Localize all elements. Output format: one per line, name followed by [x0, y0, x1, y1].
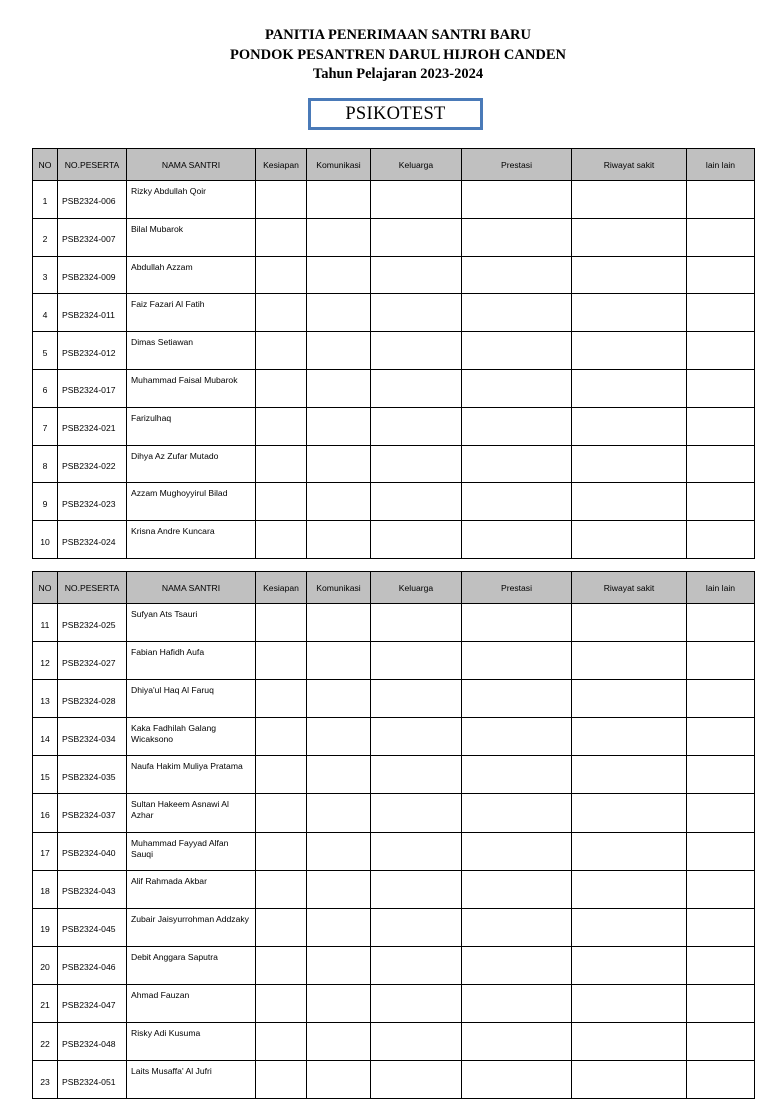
score-cell[interactable] — [256, 521, 307, 559]
column-header: Riwayat sakit — [572, 149, 687, 181]
participant-number: PSB2324-035 — [58, 756, 127, 794]
table-row — [33, 256, 755, 294]
score-cell[interactable] — [687, 1061, 755, 1099]
score-cell[interactable] — [572, 1023, 687, 1061]
student-name: Farizulhaq — [127, 407, 256, 445]
score-cell[interactable] — [462, 642, 572, 680]
score-cell[interactable] — [687, 407, 755, 445]
row-number: 18 — [33, 870, 58, 908]
student-name: Sultan Hakeem Asnawi Al Azhar — [127, 794, 256, 832]
score-cell[interactable] — [371, 445, 462, 483]
column-header: Komunikasi — [307, 572, 371, 604]
row-number: 14 — [33, 718, 58, 756]
score-cell[interactable] — [687, 756, 755, 794]
score-cell[interactable] — [256, 294, 307, 332]
score-cell[interactable] — [307, 946, 371, 984]
column-header: NO.PESERTA — [58, 572, 127, 604]
participant-number: PSB2324-021 — [58, 407, 127, 445]
score-cell[interactable] — [462, 604, 572, 642]
score-cell[interactable] — [307, 181, 371, 219]
score-cell[interactable] — [572, 946, 687, 984]
row-number: 11 — [33, 604, 58, 642]
score-cell[interactable] — [462, 680, 572, 718]
score-cell[interactable] — [462, 756, 572, 794]
score-cell[interactable] — [256, 870, 307, 908]
row-number: 8 — [33, 445, 58, 483]
student-name: Rizky Abdullah Qoir — [127, 181, 256, 219]
score-cell[interactable] — [307, 984, 371, 1022]
student-name: Dhiya'ul Haq Al Faruq — [127, 680, 256, 718]
score-cell[interactable] — [572, 756, 687, 794]
score-cell[interactable] — [462, 946, 572, 984]
score-cell[interactable] — [462, 1061, 572, 1099]
score-cell[interactable] — [256, 181, 307, 219]
score-cell[interactable] — [462, 483, 572, 521]
score-cell[interactable] — [371, 181, 462, 219]
score-cell[interactable] — [462, 832, 572, 870]
column-header: NAMA SANTRI — [127, 572, 256, 604]
student-name: Fabian Hafidh Aufa — [127, 642, 256, 680]
score-cell[interactable] — [256, 369, 307, 407]
score-cell[interactable] — [371, 870, 462, 908]
score-cell[interactable] — [371, 756, 462, 794]
score-cell[interactable] — [462, 369, 572, 407]
student-name: Alif Rahmada Akbar — [127, 870, 256, 908]
score-cell[interactable] — [687, 794, 755, 832]
row-number: 13 — [33, 680, 58, 718]
score-cell[interactable] — [572, 407, 687, 445]
score-cell[interactable] — [687, 181, 755, 219]
score-cell[interactable] — [572, 483, 687, 521]
score-cell[interactable] — [371, 332, 462, 370]
score-cell[interactable] — [307, 407, 371, 445]
score-cell[interactable] — [462, 181, 572, 219]
score-cell[interactable] — [462, 870, 572, 908]
score-cell[interactable] — [572, 718, 687, 756]
table-row — [33, 680, 755, 718]
table-row — [33, 445, 755, 483]
column-header: Kesiapan — [256, 572, 307, 604]
participant-number: PSB2324-046 — [58, 946, 127, 984]
column-header: Riwayat sakit — [572, 572, 687, 604]
table-body — [33, 604, 755, 1099]
participant-number: PSB2324-017 — [58, 369, 127, 407]
row-number: 6 — [33, 369, 58, 407]
score-cell[interactable] — [256, 908, 307, 946]
column-header: Komunikasi — [307, 149, 371, 181]
score-cell[interactable] — [371, 642, 462, 680]
participant-number: PSB2324-028 — [58, 680, 127, 718]
score-cell[interactable] — [572, 445, 687, 483]
table-row — [33, 369, 755, 407]
score-cell[interactable] — [572, 332, 687, 370]
table-row — [33, 332, 755, 370]
score-cell[interactable] — [371, 794, 462, 832]
column-header: Prestasi — [462, 572, 572, 604]
score-cell[interactable] — [687, 218, 755, 256]
score-cell[interactable] — [572, 294, 687, 332]
score-cell[interactable] — [256, 794, 307, 832]
score-cell[interactable] — [462, 218, 572, 256]
score-cell[interactable] — [371, 1061, 462, 1099]
column-header: NO — [33, 149, 58, 181]
score-cell[interactable] — [687, 870, 755, 908]
score-cell[interactable] — [256, 332, 307, 370]
column-header: lain lain — [687, 149, 755, 181]
score-cell[interactable] — [371, 294, 462, 332]
score-cell[interactable] — [687, 946, 755, 984]
row-number: 5 — [33, 332, 58, 370]
table-header-row — [33, 572, 755, 604]
column-header: NO — [33, 572, 58, 604]
score-cell[interactable] — [371, 680, 462, 718]
student-name: Abdullah Azzam — [127, 256, 256, 294]
participant-number: PSB2324-025 — [58, 604, 127, 642]
column-header: Prestasi — [462, 149, 572, 181]
score-cell[interactable] — [256, 642, 307, 680]
column-header: Keluarga — [371, 572, 462, 604]
table-row — [33, 832, 755, 870]
row-number: 16 — [33, 794, 58, 832]
table-row — [33, 521, 755, 559]
score-cell[interactable] — [462, 718, 572, 756]
score-cell[interactable] — [572, 642, 687, 680]
score-cell[interactable] — [307, 256, 371, 294]
row-number: 15 — [33, 756, 58, 794]
score-cell[interactable] — [572, 794, 687, 832]
participant-number: PSB2324-051 — [58, 1061, 127, 1099]
score-cell[interactable] — [572, 218, 687, 256]
row-number: 17 — [33, 832, 58, 870]
score-cell[interactable] — [307, 604, 371, 642]
participants-table-2 — [32, 571, 755, 1099]
score-cell[interactable] — [307, 483, 371, 521]
student-name: Dihya Az Zufar Mutado — [127, 445, 256, 483]
score-cell[interactable] — [687, 1023, 755, 1061]
score-cell[interactable] — [687, 984, 755, 1022]
student-name: Zubair Jaisyurrohman Addzaky — [127, 908, 256, 946]
score-cell[interactable] — [256, 604, 307, 642]
student-name: Bilal Mubarok — [127, 218, 256, 256]
score-cell[interactable] — [307, 794, 371, 832]
student-name: Ahmad Fauzan — [127, 984, 256, 1022]
participant-number: PSB2324-022 — [58, 445, 127, 483]
score-cell[interactable] — [572, 908, 687, 946]
score-cell[interactable] — [572, 680, 687, 718]
table-row — [33, 642, 755, 680]
row-number: 12 — [33, 642, 58, 680]
score-cell[interactable] — [572, 181, 687, 219]
participant-number: PSB2324-023 — [58, 483, 127, 521]
student-name: Sufyan Ats Tsauri — [127, 604, 256, 642]
score-cell[interactable] — [572, 369, 687, 407]
score-cell[interactable] — [371, 832, 462, 870]
score-cell[interactable] — [687, 332, 755, 370]
participant-number: PSB2324-011 — [58, 294, 127, 332]
score-cell[interactable] — [462, 908, 572, 946]
participant-number: PSB2324-007 — [58, 218, 127, 256]
score-cell[interactable] — [307, 908, 371, 946]
score-cell[interactable] — [572, 870, 687, 908]
participant-number: PSB2324-047 — [58, 984, 127, 1022]
academic-year: Tahun Pelajaran 2023-2024 — [312, 66, 484, 82]
score-cell[interactable] — [462, 294, 572, 332]
score-cell[interactable] — [307, 680, 371, 718]
row-number: 10 — [33, 521, 58, 559]
score-cell[interactable] — [371, 984, 462, 1022]
table-row — [33, 294, 755, 332]
table-row — [33, 870, 755, 908]
table-row — [33, 181, 755, 219]
student-name: Debit Anggara Saputra — [127, 946, 256, 984]
participant-number: PSB2324-043 — [58, 870, 127, 908]
score-cell[interactable] — [462, 521, 572, 559]
score-cell[interactable] — [687, 521, 755, 559]
participant-number: PSB2324-024 — [58, 521, 127, 559]
score-cell[interactable] — [256, 445, 307, 483]
committee-title: PANITIA PENERIMAAN SANTRI BARU — [265, 27, 531, 43]
score-cell[interactable] — [462, 1023, 572, 1061]
student-name: Muhammad Fayyad Alfan Sauqi — [127, 832, 256, 870]
score-cell[interactable] — [371, 908, 462, 946]
student-name: Naufa Hakim Muliya Pratama — [127, 756, 256, 794]
student-name: Muhammad Faisal Mubarok — [127, 369, 256, 407]
score-cell[interactable] — [371, 604, 462, 642]
score-cell[interactable] — [256, 718, 307, 756]
column-header: NAMA SANTRI — [127, 149, 256, 181]
score-cell[interactable] — [462, 407, 572, 445]
score-cell[interactable] — [687, 832, 755, 870]
participant-number: PSB2324-009 — [58, 256, 127, 294]
score-cell[interactable] — [256, 756, 307, 794]
row-number: 3 — [33, 256, 58, 294]
score-cell[interactable] — [307, 369, 371, 407]
score-cell[interactable] — [307, 1061, 371, 1099]
score-cell[interactable] — [307, 521, 371, 559]
table-row — [33, 908, 755, 946]
score-cell[interactable] — [687, 483, 755, 521]
participant-number: PSB2324-034 — [58, 718, 127, 756]
score-cell[interactable] — [256, 1061, 307, 1099]
score-cell[interactable] — [371, 256, 462, 294]
score-cell[interactable] — [687, 369, 755, 407]
score-cell[interactable] — [572, 984, 687, 1022]
document-header — [0, 26, 768, 85]
row-number: 19 — [33, 908, 58, 946]
student-name: Azzam Mughoyyirul Bilad — [127, 483, 256, 521]
score-cell[interactable] — [572, 604, 687, 642]
student-name: Faiz Fazari Al Fatih — [127, 294, 256, 332]
score-cell[interactable] — [371, 1023, 462, 1061]
participant-number: PSB2324-027 — [58, 642, 127, 680]
score-cell[interactable] — [572, 1061, 687, 1099]
table-row — [33, 1023, 755, 1061]
score-cell[interactable] — [687, 718, 755, 756]
column-header: Keluarga — [371, 149, 462, 181]
score-cell[interactable] — [256, 256, 307, 294]
score-cell[interactable] — [462, 445, 572, 483]
student-name: Kaka Fadhilah Galang Wicaksono — [127, 718, 256, 756]
row-number: 21 — [33, 984, 58, 1022]
student-name: Laits Musaffa' Al Jufri — [127, 1061, 256, 1099]
score-cell[interactable] — [256, 984, 307, 1022]
row-number: 9 — [33, 483, 58, 521]
participant-number: PSB2324-045 — [58, 908, 127, 946]
row-number: 7 — [33, 407, 58, 445]
student-name: Dimas Setiawan — [127, 332, 256, 370]
score-cell[interactable] — [687, 642, 755, 680]
table-row — [33, 756, 755, 794]
score-cell[interactable] — [256, 680, 307, 718]
score-cell[interactable] — [256, 483, 307, 521]
score-cell[interactable] — [462, 794, 572, 832]
score-cell[interactable] — [462, 984, 572, 1022]
participant-number: PSB2324-012 — [58, 332, 127, 370]
score-cell[interactable] — [371, 407, 462, 445]
table-row — [33, 946, 755, 984]
score-cell[interactable] — [371, 483, 462, 521]
school-name: PONDOK PESANTREN DARUL HIJROH CANDEN — [230, 46, 566, 63]
score-cell[interactable] — [307, 445, 371, 483]
score-cell[interactable] — [572, 832, 687, 870]
score-cell[interactable] — [371, 946, 462, 984]
score-cell[interactable] — [307, 870, 371, 908]
score-cell[interactable] — [307, 218, 371, 256]
score-cell[interactable] — [307, 294, 371, 332]
score-cell[interactable] — [256, 832, 307, 870]
column-header: lain lain — [687, 572, 755, 604]
participant-number: PSB2324-048 — [58, 1023, 127, 1061]
participant-number: PSB2324-040 — [58, 832, 127, 870]
score-cell[interactable] — [687, 256, 755, 294]
table-row — [33, 483, 755, 521]
participant-number: PSB2324-006 — [58, 181, 127, 219]
table-row — [33, 1061, 755, 1099]
score-cell[interactable] — [687, 908, 755, 946]
participants-table-1 — [32, 148, 755, 559]
score-cell[interactable] — [371, 369, 462, 407]
column-header: NO.PESERTA — [58, 149, 127, 181]
table-row — [33, 984, 755, 1022]
table-row — [33, 718, 755, 756]
score-cell[interactable] — [687, 604, 755, 642]
score-cell[interactable] — [462, 256, 572, 294]
score-cell[interactable] — [371, 521, 462, 559]
table-row — [33, 218, 755, 256]
table-row — [33, 407, 755, 445]
student-name: Risky Adi Kusuma — [127, 1023, 256, 1061]
score-cell[interactable] — [687, 680, 755, 718]
table-body — [33, 181, 755, 559]
document-title: PSIKOTEST — [308, 98, 483, 130]
table-row — [33, 794, 755, 832]
row-number: 4 — [33, 294, 58, 332]
score-cell[interactable] — [256, 407, 307, 445]
student-name: Krisna Andre Kuncara — [127, 521, 256, 559]
score-cell[interactable] — [307, 756, 371, 794]
score-cell[interactable] — [307, 332, 371, 370]
participant-number: PSB2324-037 — [58, 794, 127, 832]
score-cell[interactable] — [572, 521, 687, 559]
row-number: 2 — [33, 218, 58, 256]
score-cell[interactable] — [307, 832, 371, 870]
score-cell[interactable] — [307, 718, 371, 756]
score-cell[interactable] — [371, 218, 462, 256]
row-number: 23 — [33, 1061, 58, 1099]
table-row — [33, 604, 755, 642]
score-cell[interactable] — [371, 718, 462, 756]
score-cell[interactable] — [256, 946, 307, 984]
table-header-row — [33, 149, 755, 181]
score-cell[interactable] — [256, 1023, 307, 1061]
score-cell[interactable] — [687, 445, 755, 483]
score-cell[interactable] — [687, 294, 755, 332]
score-cell[interactable] — [307, 1023, 371, 1061]
score-cell[interactable] — [572, 256, 687, 294]
row-number: 1 — [33, 181, 58, 219]
score-cell[interactable] — [307, 642, 371, 680]
row-number: 22 — [33, 1023, 58, 1061]
column-header: Kesiapan — [256, 149, 307, 181]
row-number: 20 — [33, 946, 58, 984]
score-cell[interactable] — [462, 332, 572, 370]
score-cell[interactable] — [256, 218, 307, 256]
